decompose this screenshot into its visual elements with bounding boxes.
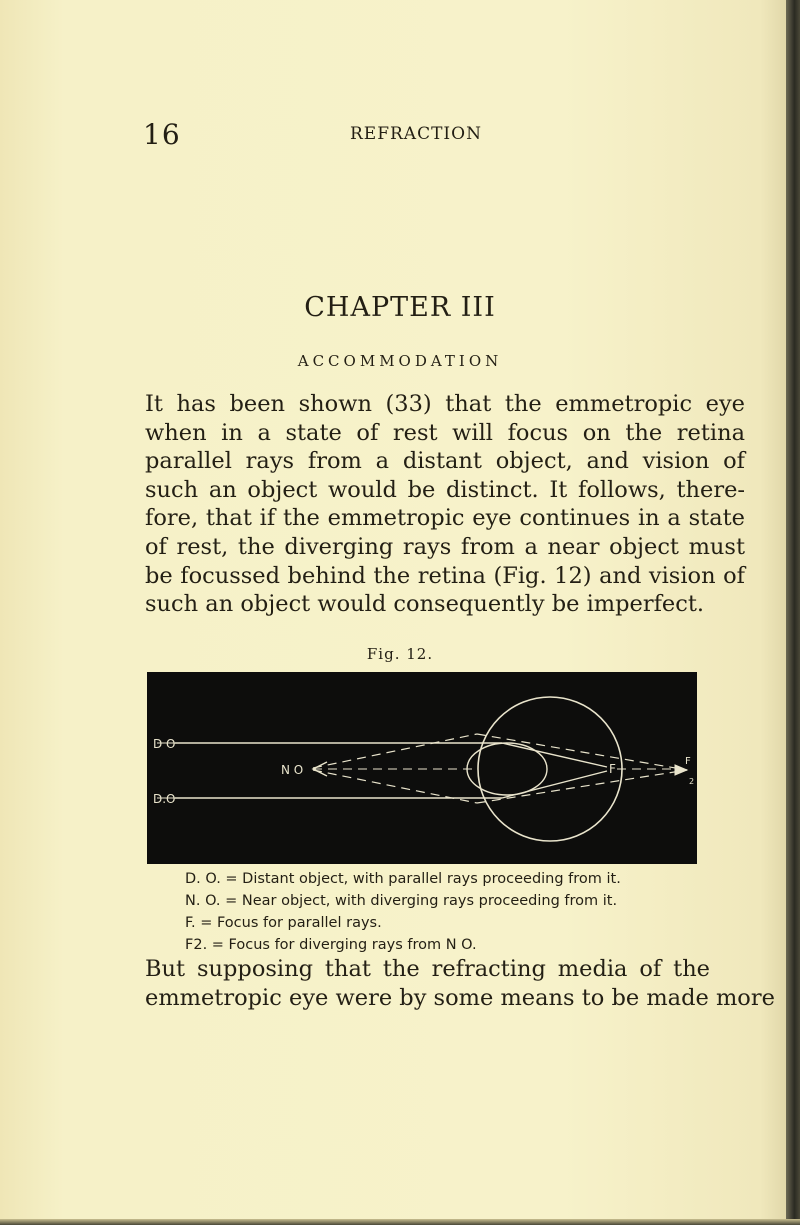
legend-item: D. O. = Distant object, with parallel rays proceeding from it. (185, 871, 621, 887)
label-distant-object-top: D O (153, 737, 176, 751)
legend-item: N. O. = Near object, with diverging rays proceeding from it. (185, 893, 618, 909)
label-focus: F (609, 762, 616, 776)
chapter-subtitle: ACCOMMODATION (297, 352, 503, 370)
text-line: of rest, the diverging rays from a near object must (145, 533, 745, 560)
page-edge-right (786, 0, 800, 1225)
page-number: 16 (143, 118, 181, 151)
legend-item: F2. = Focus for diverging rays from N O. (185, 937, 477, 953)
legend-item: F. = Focus for parallel rays. (185, 915, 382, 931)
label-near-object: N O (281, 763, 304, 777)
text-line: emmetropic eye were by some means to be made more (145, 984, 775, 1011)
figure-label: Fig. 12. (366, 645, 434, 663)
text-line: such an object would be distinct. It follows, there- (145, 476, 745, 503)
text-line: It has been shown (33) that the emmetropic eye (145, 391, 745, 417)
page-edge-bottom (0, 1219, 800, 1225)
text-line: such an object would consequently be imperfect. (145, 591, 705, 618)
text-line: fore, that if the emmetropic eye continues in a state (145, 505, 745, 532)
paragraph-2 (145, 955, 775, 1012)
paragraph-1 (145, 390, 745, 619)
label-distant-object-bottom: D.O (153, 792, 176, 806)
text-line: be focussed behind the retina (Fig. 12) and vision of (145, 562, 745, 589)
running-head: REFRACTION (350, 124, 482, 144)
accommodation-diagram (147, 672, 697, 864)
chapter-title: CHAPTER III (304, 292, 496, 323)
text-line: when in a state of rest will focus on the retina (145, 419, 745, 446)
figure-legend (185, 868, 685, 956)
text-line: But supposing that the refracting media of the (145, 956, 710, 982)
label-focus-2-sub: 2 (689, 777, 695, 786)
text-line: parallel rays from a distant object, and vision of (145, 448, 745, 475)
label-focus-2: F (685, 756, 691, 767)
